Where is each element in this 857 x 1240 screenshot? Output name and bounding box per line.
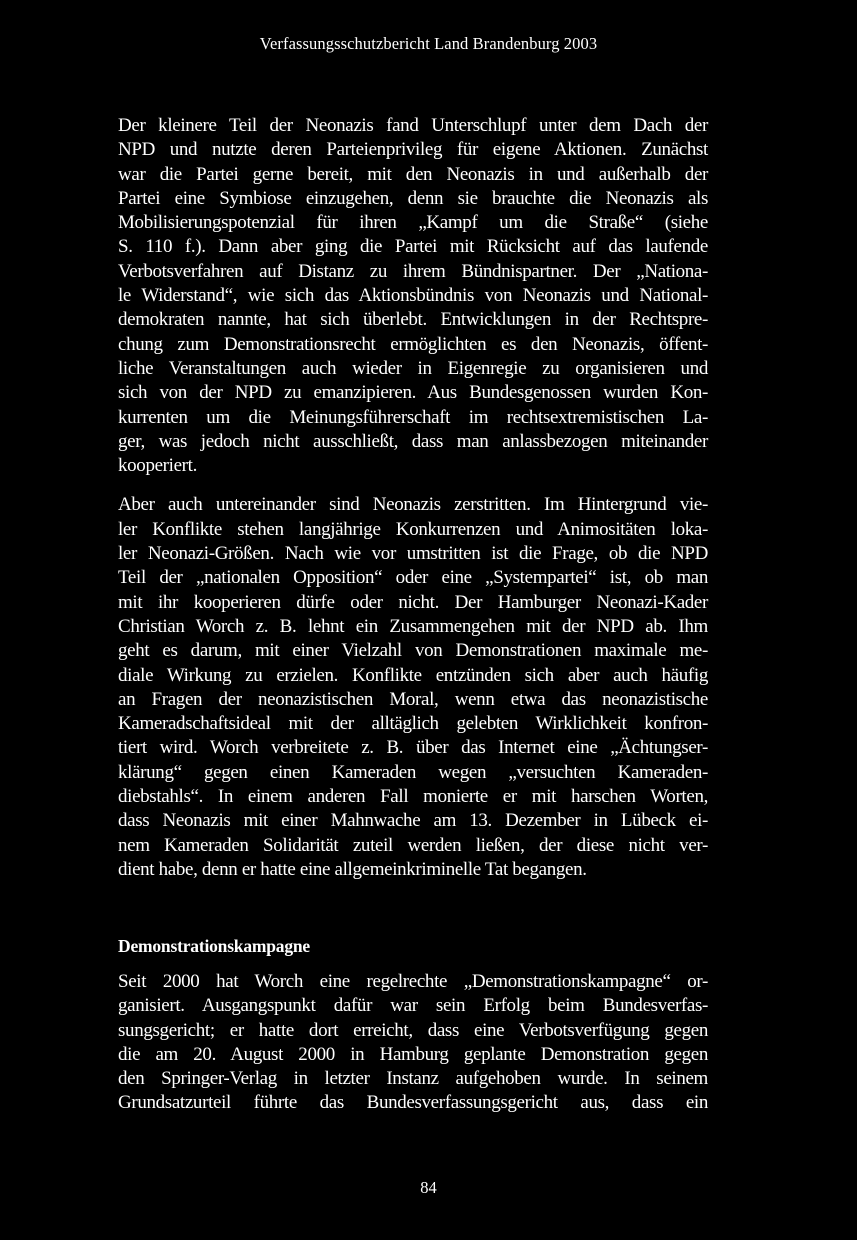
text-line: ger, was jedoch nicht ausschließt, dass man anlassbezogen miteinander [118, 430, 708, 452]
text-line: ganisiert. Ausgangspunkt dafür war sein Erfolg beim Bundesverfas- [118, 995, 708, 1017]
text-line: Grundsatzurteil führte das Bundesverfassungsgericht aus, dass ein [118, 1092, 708, 1114]
paragraph [118, 970, 708, 1116]
paragraph [118, 114, 708, 478]
text-line: dass Neonazis mit einer Mahnwache am 13. Dezember in Lübeck ei- [118, 810, 708, 832]
section-heading: Demonstrationskampagne [118, 936, 310, 956]
text-line: dient habe, denn er hatte eine allgemeinkriminelle Tat begangen. [118, 858, 587, 880]
text-line: klärung“ gegen einen Kameraden wegen „versuchten Kameraden- [118, 761, 708, 783]
paragraph [118, 493, 708, 882]
text-line: chung zum Demonstrationsrecht ermöglichten es den Neonazis, öffent- [118, 333, 708, 355]
text-line: Mobilisierungspotenzial für ihren „Kampf um die Straße“ (siehe [118, 212, 708, 234]
text-line: S. 110 f.). Dann aber ging die Partei mit Rücksicht auf das laufende [118, 236, 708, 258]
text-line: geht es darum, mit einer Vielzahl von Demonstrationen maximale me- [118, 640, 708, 662]
text-line: die am 20. August 2000 in Hamburg geplante Demonstration gegen [118, 1043, 708, 1065]
text-line: mit ihr kooperieren dürfe oder nicht. Der Hamburger Neonazi-Kader [118, 591, 708, 613]
text-line: liche Veranstaltungen auch wieder in Eigenregie zu organisieren und [118, 357, 708, 379]
text-line: Der kleinere Teil der Neonazis fand Unterschlupf unter dem Dach der [118, 115, 708, 136]
text-line: war die Partei gerne bereit, mit den Neonazis in und außerhalb der [118, 163, 708, 185]
text-line: Seit 2000 hat Worch eine regelrechte „Demonstrationskampagne“ or- [118, 971, 708, 992]
text-line: kooperiert. [118, 455, 197, 477]
page-content [118, 114, 708, 1114]
text-line: le Widerstand“, wie sich das Aktionsbündnis von Neonazis und National- [118, 285, 708, 307]
text-line: diebstahls“. In einem anderen Fall monierte er mit harschen Worten, [118, 786, 708, 808]
text-line: kurrenten um die Meinungsführerschaft im rechtsextremistischen La- [118, 406, 708, 428]
text-line: Partei eine Symbiose einzugehen, denn sie brauchte die Neonazis als [118, 187, 708, 209]
text-line: NPD und nutzte deren Parteienprivileg für eigene Aktionen. Zunächst [118, 139, 708, 161]
text-line: sich von der NPD zu emanzipieren. Aus Bundesgenossen wurden Kon- [118, 382, 708, 404]
running-header: Verfassungsschutzbericht Land Brandenburg 2003 [259, 34, 598, 53]
text-line: Kameradschaftsideal mit der alltäglich gelebten Wirklichkeit konfron- [118, 713, 708, 735]
text-line: ler Neonazi-Größen. Nach wie vor umstritten ist die Frage, ob die NPD [118, 543, 708, 565]
text-line: sungsgericht; er hatte dort erreicht, dass eine Verbotsverfügung gegen [118, 1019, 708, 1041]
text-line: ler Konflikte stehen langjährige Konkurrenzen und Animositäten loka- [118, 518, 708, 540]
text-line: tiert wird. Worch verbreitete z. B. über das Internet eine „Ächtungser- [118, 737, 708, 759]
text-line: nem Kameraden Solidarität zuteil werden ließen, der diese nicht ver- [118, 834, 708, 856]
text-line: den Springer-Verlag in letzter Instanz aufgehoben wurde. In seinem [118, 1068, 708, 1090]
text-line: Teil der „nationalen Opposition“ oder eine „Systempartei“ ist, ob man [118, 567, 708, 589]
text-line: Christian Worch z. B. lehnt ein Zusammengehen mit der NPD ab. Ihm [118, 615, 708, 637]
text-line: Verbotsverfahren auf Distanz zu ihrem Bündnispartner. Der „Nationa- [118, 260, 708, 282]
text-line: Aber auch untereinander sind Neonazis zerstritten. Im Hintergrund vie- [118, 494, 708, 516]
text-line: an Fragen der neonazistischen Moral, wenn etwa das neonazistische [118, 688, 708, 710]
text-line: diale Wirkung zu erzielen. Konflikte entzünden sich aber auch häufig [118, 664, 708, 686]
page-number: 84 [420, 1178, 437, 1197]
text-line: demokraten nannte, hat sich überlebt. Entwicklungen in der Rechtspre- [118, 309, 708, 331]
